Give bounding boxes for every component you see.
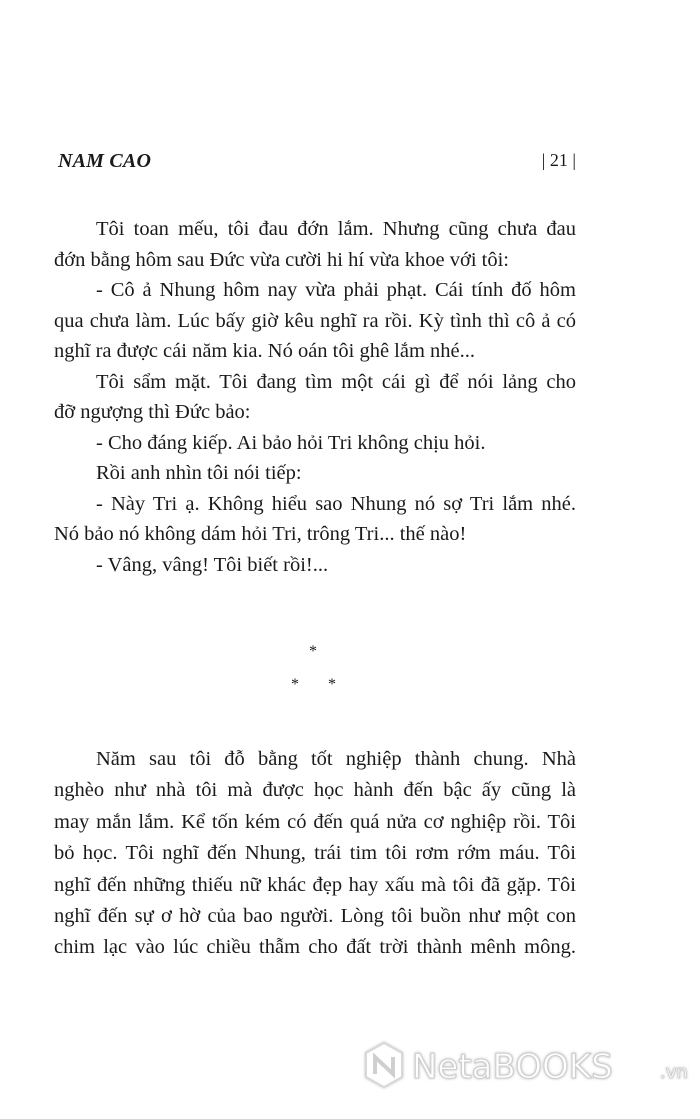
watermark-brand-text: NetaBOOKS: [412, 1047, 613, 1087]
text-line: chim lạc vào lúc chiều thẫm cho đất trời thành mênh mông.: [54, 936, 576, 959]
text-line: - Cô ả Nhung hôm nay vừa phải phạt. Cái tính đố hôm: [96, 279, 576, 301]
text-line: - Vâng, vâng! Tôi biết rồi!...: [96, 553, 329, 576]
text-line: nghĩ đến những thiếu nữ khác đẹp hay xấu mà tôi đã gặp. Tôi: [54, 873, 576, 896]
netabooks-hexagon-icon: [366, 1043, 402, 1087]
separator-asterisk: *: [328, 676, 336, 693]
text-line: Tôi toan mếu, tôi đau đớn lắm. Nhưng cũng chưa đau: [96, 218, 576, 240]
separator-asterisk: *: [291, 676, 299, 693]
text-line: may mắn lắm. Kể tốn kém có đến quá nửa cơ nghiệp rồi. Tôi: [54, 810, 576, 833]
text-line: bỏ học. Tôi nghĩ đến Nhung, trái tim tôi rơm rớm máu. Tôi: [54, 842, 576, 865]
page-number: | 21 |: [541, 150, 576, 170]
text-line: nghèo như nhà tôi mà được học hành đến bậc ấy cũng là: [54, 779, 576, 802]
text-line: - Này Tri ạ. Không hiểu sao Nhung nó sợ Tri lắm nhé.: [96, 492, 576, 515]
text-line: Năm sau tôi đỗ bằng tốt nghiệp thành chung. Nhà: [96, 748, 576, 770]
text-line: đỡ ngượng thì Đức bảo:: [54, 401, 251, 423]
text-line: Tôi sẩm mặt. Tôi đang tìm một cái gì để nói lảng cho: [96, 370, 576, 393]
text-line: đớn bằng hôm sau Đức vừa cười hi hí vừa khoe với tôi:: [54, 248, 510, 271]
body-text-section-1: [54, 214, 576, 580]
text-line: Rồi anh nhìn tôi nói tiếp:: [96, 462, 302, 484]
text-line: nghĩ ra được cái năm kia. Nó oán tôi ghê lắm nhé...: [54, 340, 476, 362]
body-text-section-2: [54, 744, 576, 964]
netabooks-watermark-logo: [362, 1040, 692, 1090]
text-line: qua chưa làm. Lúc bấy giờ kêu nghĩ ra rồi. Kỳ tình thì cô ả có: [54, 309, 576, 332]
text-line: - Cho đáng kiếp. Ai bảo hỏi Tri không chịu hỏi.: [96, 431, 486, 454]
separator-asterisk: *: [309, 643, 317, 660]
text-line: Nó bảo nó không dám hỏi Tri, trông Tri... thế nào!: [54, 523, 467, 545]
text-line: nghĩ đến sự ơ hờ của bao người. Lòng tôi buồn như một con: [54, 904, 576, 927]
running-header-author: NAM CAO: [58, 150, 152, 172]
watermark-suffix-text: .vn: [660, 1062, 688, 1083]
